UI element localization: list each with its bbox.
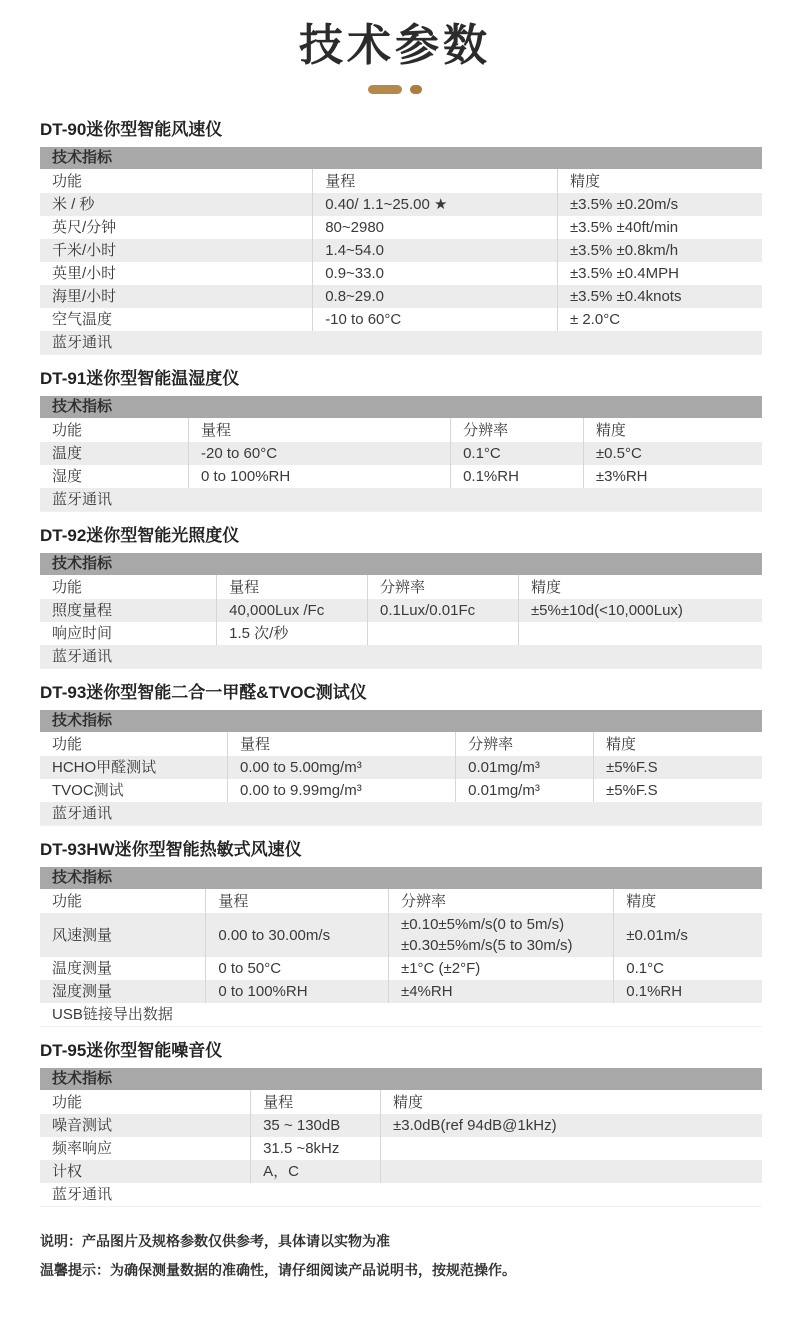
table-row: [40, 216, 762, 239]
table-cell: ±5%F.S: [593, 779, 762, 802]
table-cell: 温度测量: [52, 960, 113, 977]
table-cell: ±0.01m/s: [613, 913, 762, 957]
table-cell: ±3%RH: [583, 465, 762, 488]
section-heading: DT-90迷你型智能风速仪: [40, 120, 223, 139]
section-dt90: [40, 119, 762, 355]
table-cell: ±0.5°C: [583, 442, 762, 465]
table-cell: A，C: [250, 1160, 380, 1183]
table-row: [40, 1137, 762, 1160]
footer-notes: [40, 1231, 762, 1280]
table-cell: 海里/小时: [52, 288, 117, 305]
column-header: 量程: [216, 575, 367, 599]
cell-line: ±0.30±5%m/s(5 to 30m/s): [400, 937, 573, 954]
title-divider: [0, 85, 790, 94]
table-body: [40, 442, 762, 512]
section-heading: DT-91迷你型智能温湿度仪: [40, 369, 240, 388]
table-cell: -10 to 60°C: [312, 308, 557, 331]
column-header: 量程: [205, 889, 388, 913]
table-cell: ±3.5% ±0.4knots: [557, 285, 762, 308]
table-row: [40, 262, 762, 285]
spec-table: [40, 553, 762, 669]
spec-bar-label: 技术指标: [52, 149, 113, 166]
table-cell: 0.9~33.0: [312, 262, 557, 285]
section-heading: DT-92迷你型智能光照度仪: [40, 526, 240, 545]
table-cell: 40,000Lux /Fc: [216, 599, 367, 622]
table-cell: ± 2.0°C: [557, 308, 762, 331]
table-cell: 0 to 50°C: [205, 957, 388, 980]
table-row: [40, 779, 762, 802]
spec-table: [40, 710, 762, 826]
spec-bar: [40, 867, 762, 889]
column-header: 功能: [52, 1093, 83, 1111]
table-row: [40, 980, 762, 1003]
table-header-row: [40, 169, 762, 193]
column-header: 精度: [613, 889, 762, 913]
table-row: [40, 308, 762, 331]
table-cell: 0.00 to 30.00m/s: [205, 913, 388, 957]
section-dt93hw: [40, 839, 762, 1027]
spec-bar: [40, 1068, 762, 1090]
table-cell: 响应时间: [52, 625, 113, 642]
full-width-row: [40, 802, 762, 825]
table-cell: 0.1%RH: [613, 980, 762, 1003]
column-header: 精度: [583, 418, 762, 442]
table-body: [40, 193, 762, 355]
table-cell: 湿度测量: [52, 983, 113, 1000]
table-header-row: [40, 1090, 762, 1114]
table-row: [40, 285, 762, 308]
note-line: 说明：产品图片及规格参数仅供参考，具体请以实物为准: [40, 1233, 390, 1249]
section-heading: DT-93HW迷你型智能热敏式风速仪: [40, 840, 302, 859]
table-cell: ±3.5% ±0.8km/h: [557, 239, 762, 262]
column-header: 精度: [557, 169, 762, 193]
table-cell: ±4%RH: [388, 980, 613, 1003]
table-cell: 照度量程: [52, 602, 113, 619]
table-cell: [367, 622, 518, 645]
column-header: 量程: [312, 169, 557, 193]
table-cell: 1.5 次/秒: [216, 622, 367, 645]
table-cell: 蓝牙通讯: [52, 648, 113, 665]
table-cell: 35 ~ 130dB: [250, 1114, 380, 1137]
table-cell: 湿度: [52, 468, 83, 485]
table-header-row: [40, 418, 762, 442]
table-body: [40, 756, 762, 826]
table-cell: 英尺/分钟: [52, 219, 117, 236]
spec-bar: [40, 553, 762, 575]
table-cell: 0.01mg/m³: [455, 756, 593, 779]
table-row: [40, 957, 762, 980]
column-header: 功能: [52, 172, 83, 190]
section-dt93: [40, 682, 762, 826]
column-header: 功能: [52, 735, 83, 753]
page-header: [0, 20, 790, 94]
full-width-row: [40, 645, 762, 668]
cell-line: ±0.10±5%m/s(0 to 5m/s): [400, 916, 565, 933]
table-row: [40, 599, 762, 622]
section-dt95: [40, 1040, 762, 1207]
table-cell: 0.1%RH: [450, 465, 583, 488]
table-cell: ±3.5% ±0.20m/s: [557, 193, 762, 216]
column-header: 功能: [52, 578, 83, 596]
table-cell: HCHO甲醛测试: [52, 759, 157, 776]
column-header: 精度: [593, 732, 762, 756]
table-cell: 蓝牙通讯: [52, 1186, 113, 1203]
table-cell: 空气温度: [52, 311, 113, 328]
table-row: [40, 239, 762, 262]
spec-table: [40, 396, 762, 512]
table-row: [40, 442, 762, 465]
table-cell: 0 to 100%RH: [188, 465, 450, 488]
column-header: 分辨率: [367, 575, 518, 599]
table-header-row: [40, 889, 762, 913]
column-header: 量程: [188, 418, 450, 442]
table-cell: 风速测量: [52, 926, 113, 944]
table-cell: [388, 913, 613, 957]
table-cell: 0.1Lux/0.01Fc: [367, 599, 518, 622]
table-cell: ±5%±10d(<10,000Lux): [518, 599, 762, 622]
column-header: 分辨率: [455, 732, 593, 756]
spec-bar: [40, 396, 762, 418]
table-cell: 1.4~54.0: [312, 239, 557, 262]
table-body: [40, 913, 762, 1027]
full-width-row: [40, 1183, 762, 1206]
spec-bar-label: 技术指标: [52, 869, 113, 886]
table-cell: 0 to 100%RH: [205, 980, 388, 1003]
content: [0, 94, 790, 1280]
table-cell: 英里/小时: [52, 265, 117, 282]
table-cell: 0.00 to 5.00mg/m³: [227, 756, 455, 779]
spec-bar-label: 技术指标: [52, 712, 113, 729]
table-body: [40, 599, 762, 669]
table-row: [40, 1114, 762, 1137]
table-cell: [380, 1137, 762, 1160]
table-cell: 米 / 秒: [52, 196, 95, 213]
full-width-row: [40, 488, 762, 511]
section-dt92: [40, 525, 762, 669]
section-dt91: [40, 368, 762, 512]
table-cell: 频率响应: [52, 1140, 113, 1157]
table-cell: 0.01mg/m³: [455, 779, 593, 802]
column-header: 量程: [227, 732, 455, 756]
table-row: [40, 193, 762, 216]
table-cell: [518, 622, 762, 645]
full-width-row: [40, 331, 762, 354]
table-cell: TVOC测试: [52, 782, 124, 799]
table-header-row: [40, 575, 762, 599]
column-header: 功能: [52, 892, 83, 910]
spec-bar: [40, 147, 762, 169]
full-width-row: [40, 1003, 762, 1026]
table-cell: ±3.5% ±0.4MPH: [557, 262, 762, 285]
table-cell: 计权: [52, 1163, 83, 1180]
table-row: [40, 1160, 762, 1183]
table-cell: ±1°C (±2°F): [388, 957, 613, 980]
table-cell: [380, 1160, 762, 1183]
column-header: 分辨率: [388, 889, 613, 913]
table-body: [40, 1114, 762, 1207]
column-header: 量程: [250, 1090, 380, 1114]
spec-table: [40, 1068, 762, 1207]
table-row: [40, 465, 762, 488]
table-row: [40, 622, 762, 645]
spec-bar: [40, 710, 762, 732]
table-cell: 蓝牙通讯: [52, 805, 113, 822]
column-header: 分辨率: [450, 418, 583, 442]
table-row: [40, 756, 762, 779]
table-cell: -20 to 60°C: [188, 442, 450, 465]
table-cell: 31.5 ~8kHz: [250, 1137, 380, 1160]
table-cell: USB链接导出数据: [52, 1006, 173, 1023]
table-row: [40, 913, 762, 957]
note-line: 温馨提示：为确保测量数据的准确性，请仔细阅读产品说明书，按规范操作。: [40, 1262, 516, 1278]
table-cell: 0.8~29.0: [312, 285, 557, 308]
table-cell: ±3.5% ±40ft/min: [557, 216, 762, 239]
table-header-row: [40, 732, 762, 756]
spec-bar-label: 技术指标: [52, 1070, 113, 1087]
spec-table: [40, 867, 762, 1027]
table-cell: 0.00 to 9.99mg/m³: [227, 779, 455, 802]
divider-pill-icon: [368, 85, 402, 94]
table-cell: 温度: [52, 445, 83, 462]
table-cell: 蓝牙通讯: [52, 334, 113, 351]
table-cell: 80~2980: [312, 216, 557, 239]
spec-table: [40, 147, 762, 355]
table-cell: 0.1°C: [613, 957, 762, 980]
page-title: 技术参数: [299, 21, 491, 70]
table-cell: 噪音测试: [52, 1117, 113, 1134]
section-heading: DT-93迷你型智能二合一甲醛&TVOC测试仪: [40, 683, 367, 702]
column-header: 精度: [518, 575, 762, 599]
column-header: 功能: [52, 421, 83, 439]
table-cell: ±5%F.S: [593, 756, 762, 779]
table-cell: ±3.0dB(ref 94dB@1kHz): [380, 1114, 762, 1137]
divider-dot-icon: [410, 85, 422, 94]
section-heading: DT-95迷你型智能噪音仪: [40, 1041, 223, 1060]
column-header: 精度: [380, 1090, 762, 1114]
spec-bar-label: 技术指标: [52, 398, 113, 415]
spec-bar-label: 技术指标: [52, 555, 113, 572]
table-cell: 蓝牙通讯: [52, 491, 113, 508]
table-cell: 0.1°C: [450, 442, 583, 465]
table-cell: 千米/小时: [52, 242, 117, 259]
table-cell: 0.40/ 1.1~25.00 ★: [312, 193, 557, 216]
